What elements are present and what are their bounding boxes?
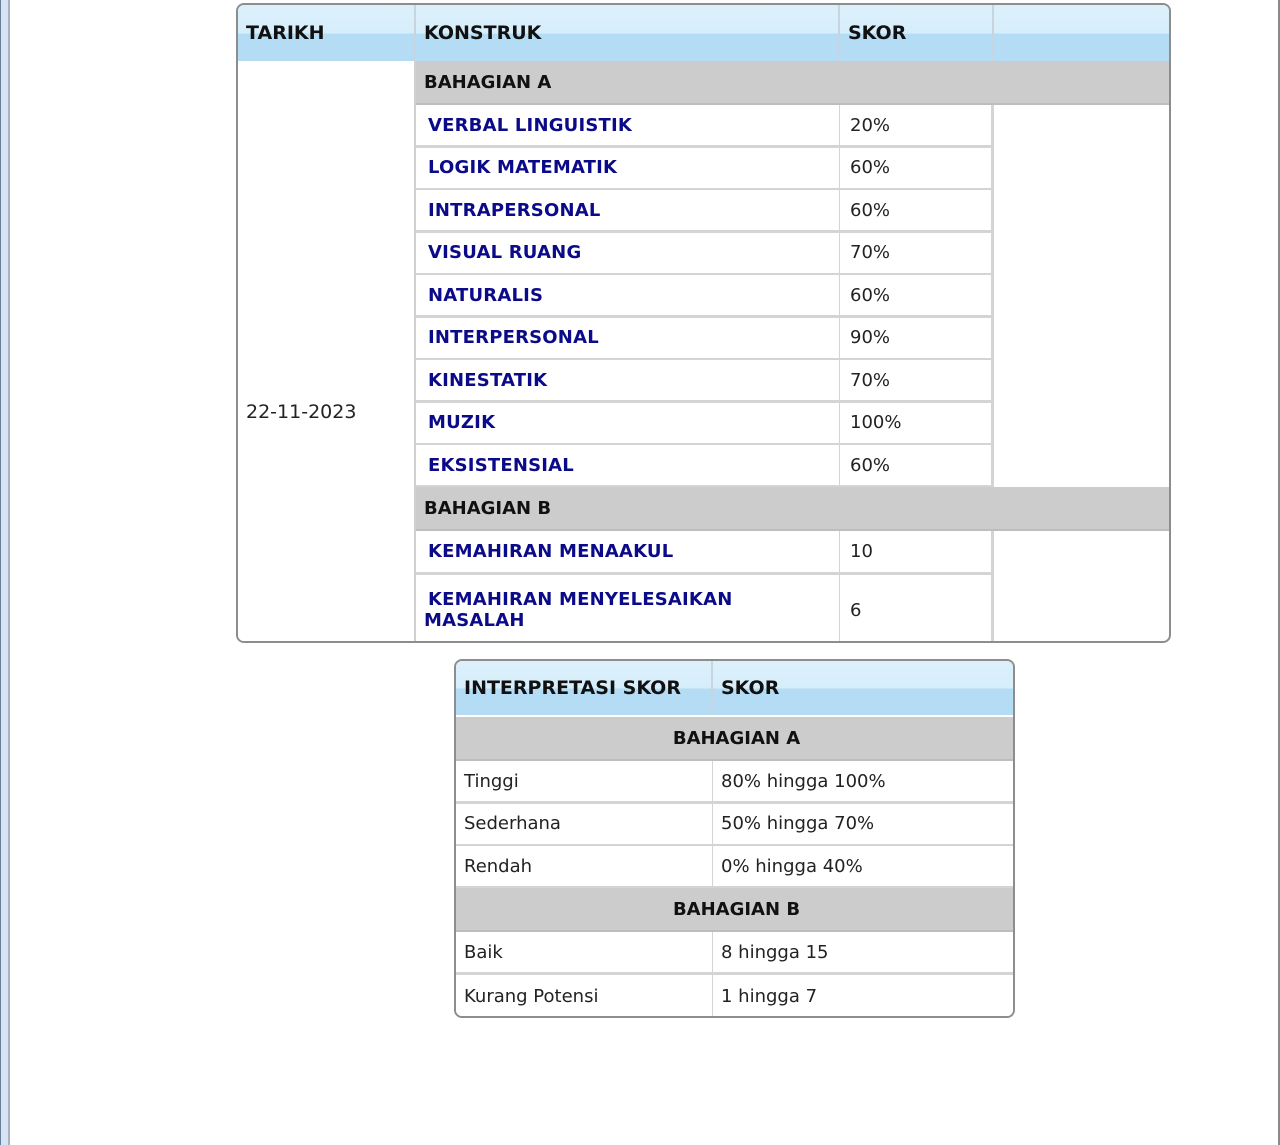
- header-interpretasi: INTERPRETASI SKOR: [456, 661, 713, 715]
- konstruk-label-line1: KEMAHIRAN MENYELESAIKAN: [428, 589, 733, 610]
- interpretation-range-cell: [713, 975, 1015, 1018]
- skor-value: 70%: [850, 369, 891, 391]
- header-empty: [994, 5, 1171, 61]
- interpretation-range: 1 hingga 7: [721, 985, 818, 1007]
- skor-value: 60%: [850, 284, 891, 306]
- konstruk-cell: [416, 445, 842, 488]
- konstruk-cell: [416, 360, 842, 403]
- interpretation-label-cell: [456, 804, 715, 847]
- interpretation-range: 0% hingga 40%: [721, 855, 863, 877]
- skor-value: 60%: [850, 157, 891, 178]
- interpretation-label-cell: [456, 975, 715, 1018]
- skor-value: 20%: [850, 114, 891, 136]
- konstruk-label: NATURALIS: [428, 284, 544, 306]
- header-skor: SKOR: [713, 661, 1015, 715]
- interpretation-label: Kurang Potensi: [464, 985, 599, 1007]
- interpretation-range: 50% hingga 70%: [721, 813, 875, 834]
- skor-cell: [840, 403, 994, 446]
- date-value: 22-11-2023: [246, 401, 357, 423]
- konstruk-label: KEMAHIRAN MENAAKUL: [428, 541, 674, 562]
- skor-cell: [840, 318, 994, 361]
- date-cell: [238, 61, 416, 643]
- header-konstruk: KONSTRUK: [416, 5, 840, 61]
- skor-cell: [840, 190, 994, 233]
- skor-cell: [840, 445, 994, 488]
- konstruk-cell: [416, 403, 842, 446]
- konstruk-cell: [416, 318, 842, 361]
- section-b-header: BAHAGIAN B: [456, 888, 1015, 932]
- interpretation-label-cell: [456, 932, 715, 975]
- interpretation-range-cell: [713, 846, 1015, 889]
- section-a-header: BAHAGIAN A: [416, 61, 1171, 105]
- interpretation-range: 80% hingga 100%: [721, 770, 886, 792]
- interpretation-table: [454, 659, 1015, 1018]
- skor-value: 100%: [850, 412, 902, 433]
- konstruk-cell: [416, 575, 842, 643]
- interpretation-label: Sederhana: [464, 813, 561, 834]
- konstruk-label: VISUAL RUANG: [428, 242, 582, 263]
- interpretation-range-cell: [713, 761, 1015, 804]
- interpretation-range: 8 hingga 15: [721, 941, 829, 963]
- results-table: [236, 3, 1171, 643]
- skor-cell: [840, 575, 994, 643]
- interpretation-label: Baik: [464, 941, 503, 963]
- header-tarikh: TARIKH: [238, 5, 416, 61]
- konstruk-cell: [416, 531, 842, 575]
- konstruk-cell: [416, 105, 842, 148]
- skor-value: 70%: [850, 242, 891, 263]
- skor-cell: [840, 105, 994, 148]
- skor-cell: [840, 360, 994, 403]
- skor-value: 6: [850, 599, 862, 621]
- interpretation-label-cell: [456, 761, 715, 804]
- konstruk-cell: [416, 190, 842, 233]
- skor-value: 10: [850, 541, 873, 562]
- skor-value: 90%: [850, 327, 891, 348]
- interpretation-label: Rendah: [464, 855, 533, 877]
- konstruk-label: KINESTATIK: [428, 369, 548, 391]
- konstruk-label: MUZIK: [428, 412, 496, 433]
- interpretation-label-cell: [456, 846, 715, 889]
- konstruk-label: VERBAL LINGUISTIK: [428, 114, 633, 136]
- skor-cell: [840, 148, 994, 191]
- interpretation-range-cell: [713, 932, 1015, 975]
- konstruk-label: EKSISTENSIAL: [428, 454, 574, 476]
- section-b-header: BAHAGIAN B: [416, 487, 1171, 531]
- skor-cell: [840, 233, 994, 276]
- konstruk-label-line2: MASALAH: [424, 610, 525, 631]
- skor-value: 60%: [850, 454, 891, 476]
- header-skor: SKOR: [840, 5, 994, 61]
- konstruk-label: INTERPERSONAL: [428, 327, 599, 348]
- konstruk-cell: [416, 148, 842, 191]
- konstruk-cell: [416, 233, 842, 276]
- skor-value: 60%: [850, 199, 891, 221]
- window-left-frame: [0, 0, 10, 1145]
- konstruk-cell: [416, 275, 842, 318]
- konstruk-label: LOGIK MATEMATIK: [428, 157, 618, 178]
- interpretation-label: Tinggi: [464, 770, 519, 792]
- konstruk-label: INTRAPERSONAL: [428, 199, 601, 221]
- skor-cell: [840, 531, 994, 575]
- interpretation-range-cell: [713, 804, 1015, 847]
- section-a-header: BAHAGIAN A: [456, 717, 1015, 761]
- skor-cell: [840, 275, 994, 318]
